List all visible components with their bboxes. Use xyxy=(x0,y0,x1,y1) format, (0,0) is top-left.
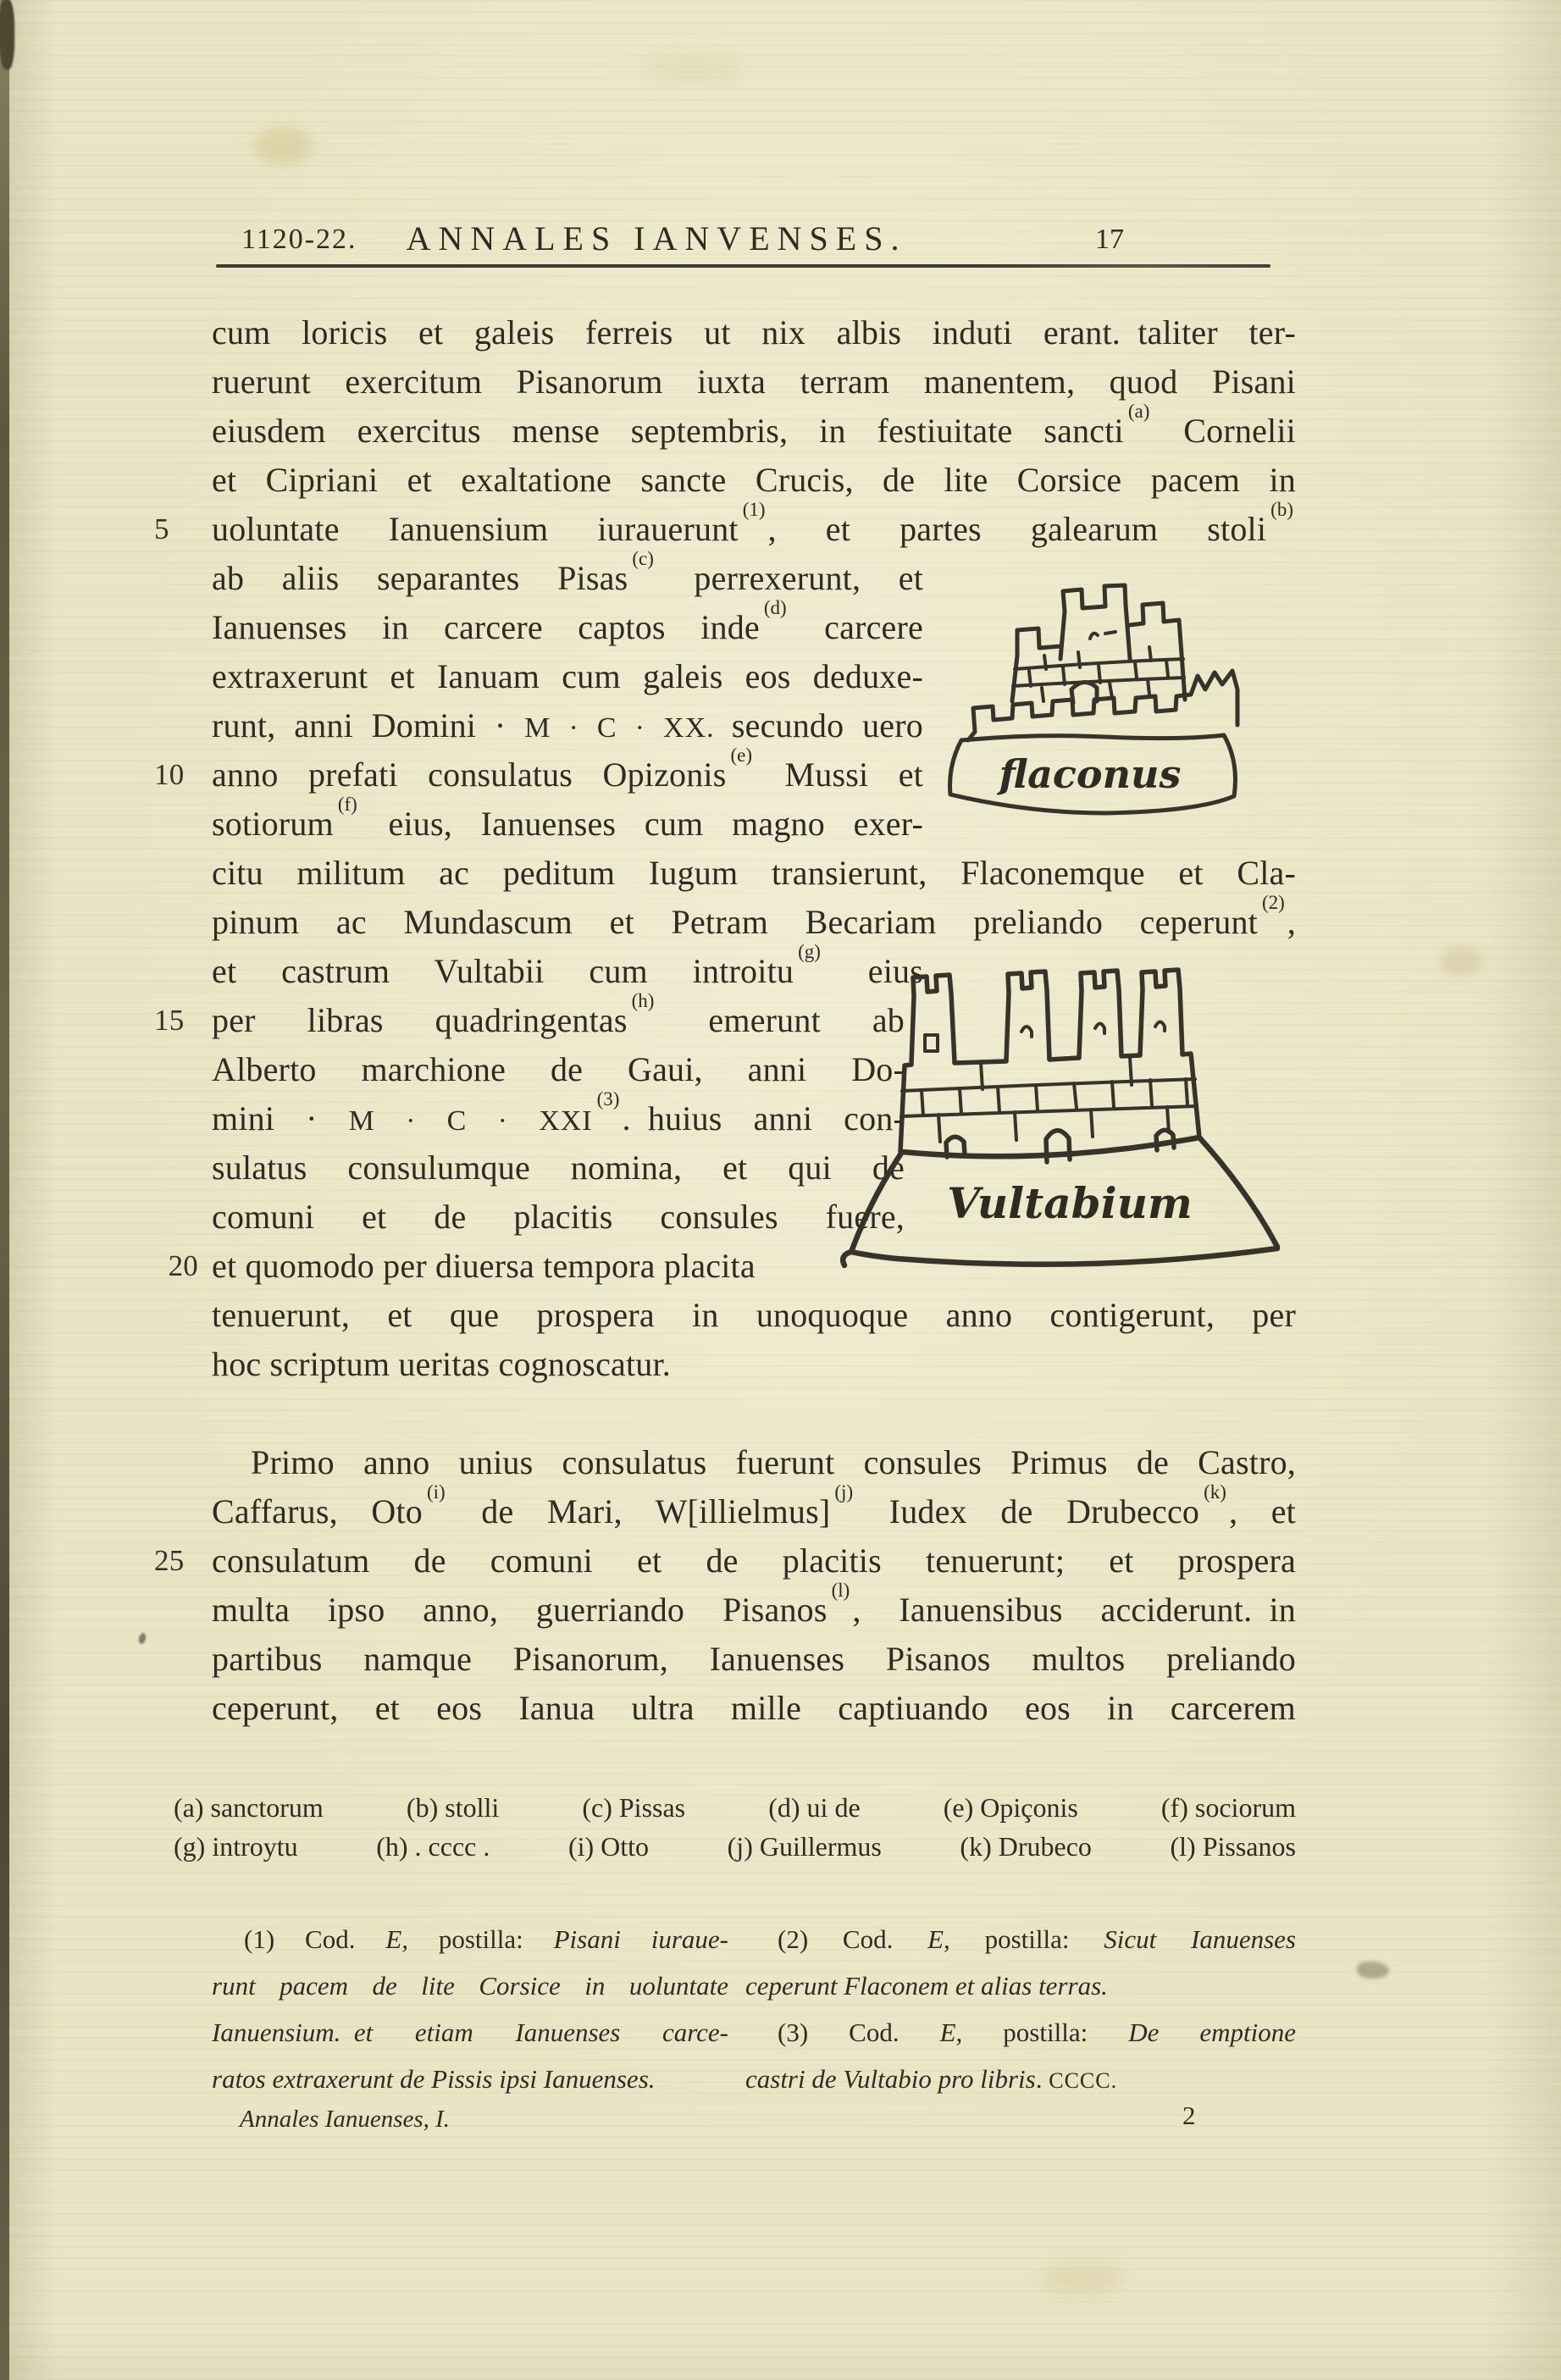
body-line: 25 consulatum de comuni et de placitis tenuerunt; et prospera xyxy=(212,1536,1296,1586)
footnote-column-left xyxy=(212,1916,728,2102)
pen-mark xyxy=(1357,1962,1389,1979)
ink-speck xyxy=(137,1632,147,1645)
apparatus-item: (e) Opiçonis xyxy=(943,1792,1078,1823)
apparatus-item: (l) Pissanos xyxy=(1170,1831,1296,1862)
footnote-segment: runt pacem de lite Corsice in uoluntate xyxy=(212,1971,728,2001)
footnote-column-right xyxy=(745,1916,1296,2102)
footnote-marker: (g) xyxy=(798,940,821,962)
footnote-line xyxy=(745,2009,1296,2056)
footnote-segment: castri de Vultabio pro libris xyxy=(745,2064,1036,2094)
footnote-line xyxy=(212,2056,728,2102)
sheet-number: 2 xyxy=(1182,2100,1196,2130)
binding-edge xyxy=(0,0,9,2380)
apparatus-item: (b) stolli xyxy=(406,1792,500,1823)
body-line: 20 et quomodo per diuersa tempora placita xyxy=(212,1242,1296,1291)
flaconus-castle-drawing xyxy=(936,574,1249,824)
footnote-segment: (2) Cod. xyxy=(778,1924,928,1954)
castle-window xyxy=(1090,632,1115,639)
footnote-segment: De emptione xyxy=(1128,2017,1297,2047)
footnote-marker: (c) xyxy=(632,547,654,569)
footnote-segment: (1) Cod. xyxy=(244,1924,386,1954)
body-line: et Cipriani et exaltatione sancte Crucis, de lite Corsice pacem in xyxy=(212,461,1296,499)
castle-tower xyxy=(1079,971,1121,1057)
page-title: ANNALES IANVENSES. xyxy=(406,219,907,257)
body-line: hoc scriptum ueritas cognoscatur. xyxy=(212,1345,672,1383)
line-number: 15 xyxy=(154,1004,185,1037)
footnote-segment: postilla: xyxy=(962,2017,1129,2047)
stain xyxy=(644,51,745,85)
castle-label: flaconus xyxy=(999,751,1182,797)
footnote-marker: (b) xyxy=(1270,498,1293,520)
body-line: 10 anno prefati consulatus Opizonis$^{(e)}$ Mussi et xyxy=(212,750,1296,800)
line-number: 20 xyxy=(168,1249,198,1282)
body-line: ruerunt exercitum Pisanorum iuxta terram manentem, quod Pisani xyxy=(212,363,1296,401)
body-line: mini · M · C · XXI$^{(3)}$. huius anni con- xyxy=(212,1088,905,1137)
header-rule xyxy=(216,264,1270,268)
apparatus-item: (i) Otto xyxy=(567,1831,650,1862)
castle-window xyxy=(1095,1024,1104,1034)
footnote-line xyxy=(212,2009,728,2056)
apparatus-row xyxy=(174,1789,1296,1826)
footnote-segment: E, xyxy=(385,1924,408,1954)
castle-hill xyxy=(843,1248,1277,1265)
footnote-segment: Pisani iuraue- xyxy=(553,1924,728,1954)
footnote-marker: (l) xyxy=(831,1579,850,1601)
castle-window xyxy=(1021,1027,1032,1037)
body-line: Ianuenses in carcere captos inde$^{(d)}$ carcere xyxy=(212,596,923,646)
body-line: extraxerunt et Ianuam cum galeis eos deduxe- xyxy=(212,657,923,695)
stain xyxy=(1440,947,1484,976)
footnote-marker: (f) xyxy=(337,793,357,815)
body-line: Primo anno unius consulatus fuerunt consules Primus de Castro, xyxy=(251,1443,1296,1481)
body-line: et castrum Vultabii cum introitu$^{(g)}$ eius xyxy=(212,940,924,990)
body-line: comuni et de placitis consules fuere, xyxy=(212,1198,905,1236)
footnote-marker: (a) xyxy=(1127,400,1150,422)
footnote-marker: (1) xyxy=(742,498,766,520)
apparatus-item: (g) introytu xyxy=(174,1831,298,1862)
line-number: 5 xyxy=(154,512,169,545)
body-line: cum loricis et galeis ferreis ut nix albis induti erant. taliter ter- xyxy=(212,313,1296,351)
stitch-mark xyxy=(0,0,14,68)
footnote-segment: ceperunt Flaconem et alias terras. xyxy=(745,1971,1108,2001)
body-line: runt, anni Domini · M · C · XX. secundo uero xyxy=(212,706,923,744)
body-line: 15 per libras quadringentas$^{(h)}$ emerunt ab xyxy=(212,996,1296,1045)
castle-tower xyxy=(1060,585,1130,659)
footnote-segment: E, xyxy=(939,2017,963,2047)
castle-bricks xyxy=(901,1057,1197,1142)
footnote-marker: (i) xyxy=(426,1481,446,1503)
castle-window xyxy=(1155,1022,1165,1032)
body-line: multa ipso anno, guerriando Pisanos$^{(l)}$, Ianuensibus acciderunt. in xyxy=(212,1579,1296,1629)
footnote-segment: postilla: xyxy=(408,1924,554,1954)
footnote-segment: postilla: xyxy=(949,1924,1104,1954)
vultabium-castle-drawing xyxy=(820,954,1311,1286)
apparatus-item: (a) sanctorum xyxy=(174,1792,324,1823)
body-line: Caffarus, Oto$^{(i)}$ de Mari, W[illielmus]$^{(j)}$ Iudex de Drubecco$^{(k)}$, et xyxy=(212,1481,1296,1530)
apparatus-item: (j) Guillermus xyxy=(727,1831,882,1862)
apparatus-row xyxy=(174,1828,1296,1865)
small-caps-numeral: M · C · XXI xyxy=(348,1105,593,1137)
footnote-segment: . xyxy=(1035,2064,1049,2094)
body-line: sotiorum$^{(f)}$ eius, Ianuenses cum magno exer- xyxy=(212,793,923,843)
footnote-marker: (3) xyxy=(596,1088,620,1110)
apparatus-item: (d) ui de xyxy=(768,1792,861,1823)
footnote-marker: (d) xyxy=(763,596,787,618)
footnote-line xyxy=(745,2056,1296,2102)
header-years: 1120-22. xyxy=(241,224,357,255)
body-line: pinum ac Mundascum et Petram Becariam preliando ceperunt$^{(2)}$, xyxy=(212,891,1296,941)
footnote-marker: (h) xyxy=(631,989,655,1011)
line-number: 10 xyxy=(154,758,185,791)
apparatus-item: (f) sociorum xyxy=(1160,1792,1296,1823)
apparatus-item: (c) Pissas xyxy=(582,1792,686,1823)
body-line: Alberto marchione de Gaui, anni Do- xyxy=(212,1050,905,1088)
small-caps-numeral: M · C · XX. xyxy=(524,712,715,744)
castle-label: Vultabium xyxy=(947,1178,1193,1228)
body-line: sulatus consulumque nomina, et qui de xyxy=(212,1148,905,1187)
castle-tower xyxy=(1006,971,1049,1060)
apparatus-item: (k) Drubeco xyxy=(960,1831,1092,1862)
body-line: eiusdem exercitus mense septembris, in festiuitate sancti$^{(a)}$ Cornelii xyxy=(212,400,1296,450)
footnote-line xyxy=(212,1916,728,1962)
castle-tower xyxy=(1140,970,1182,1055)
footnote-marker: (2) xyxy=(1261,891,1285,913)
footnote-marker: (j) xyxy=(834,1481,854,1503)
stain xyxy=(254,127,313,165)
footnote-segment: Sicut Ianuenses xyxy=(1104,1924,1296,1954)
footnote-segment: E, xyxy=(927,1924,950,1954)
footnote-segment: ratos extraxerunt de Pissis ipsi Ianuenses. xyxy=(212,2064,656,2094)
castle-parapet xyxy=(973,695,1191,732)
body-line: 5 uoluntate Ianuensium iurauerunt$^{(1)}$, et partes galearum stoli$^{(b)}$ xyxy=(212,505,1296,554)
footnote-line xyxy=(212,1962,728,2009)
footnote-segment: CCCC. xyxy=(1049,2068,1118,2093)
footnote-segment: Ianuensium. et etiam Ianuenses carce- xyxy=(212,2017,728,2047)
body-line: tenuerunt, et que prospera in unoquoque anno contigerunt, per xyxy=(212,1296,1296,1334)
castle-window xyxy=(925,1035,938,1051)
footer-signature: Annales Ianuenses, I. xyxy=(240,2106,451,2133)
apparatus-item: (h) . cccc . xyxy=(376,1831,490,1862)
body-line: ab aliis separantes Pisas$^{(c)}$ perrexerunt, et xyxy=(212,547,924,597)
body-line: ceperunt, et eos Ianua ultra mille captiuando eos in carcerem xyxy=(212,1689,1296,1727)
footnote-line xyxy=(745,1916,1296,1962)
body-line: partibus namque Pisanorum, Ianuenses Pisanos multos preliando xyxy=(212,1640,1296,1678)
line-number: 25 xyxy=(154,1544,185,1577)
footnote-segment: (3) Cod. xyxy=(778,2017,940,2047)
footnote-marker: (e) xyxy=(730,744,753,766)
body-line: citu militum ac peditum Iugum transierunt, Flaconemque et Cla- xyxy=(212,854,1296,892)
page-number: 17 xyxy=(1095,224,1124,255)
footnote-marker: (k) xyxy=(1204,1481,1226,1503)
footnote-line xyxy=(745,1962,1296,2009)
stain xyxy=(1042,2261,1122,2297)
castle-spikes xyxy=(1191,671,1237,725)
